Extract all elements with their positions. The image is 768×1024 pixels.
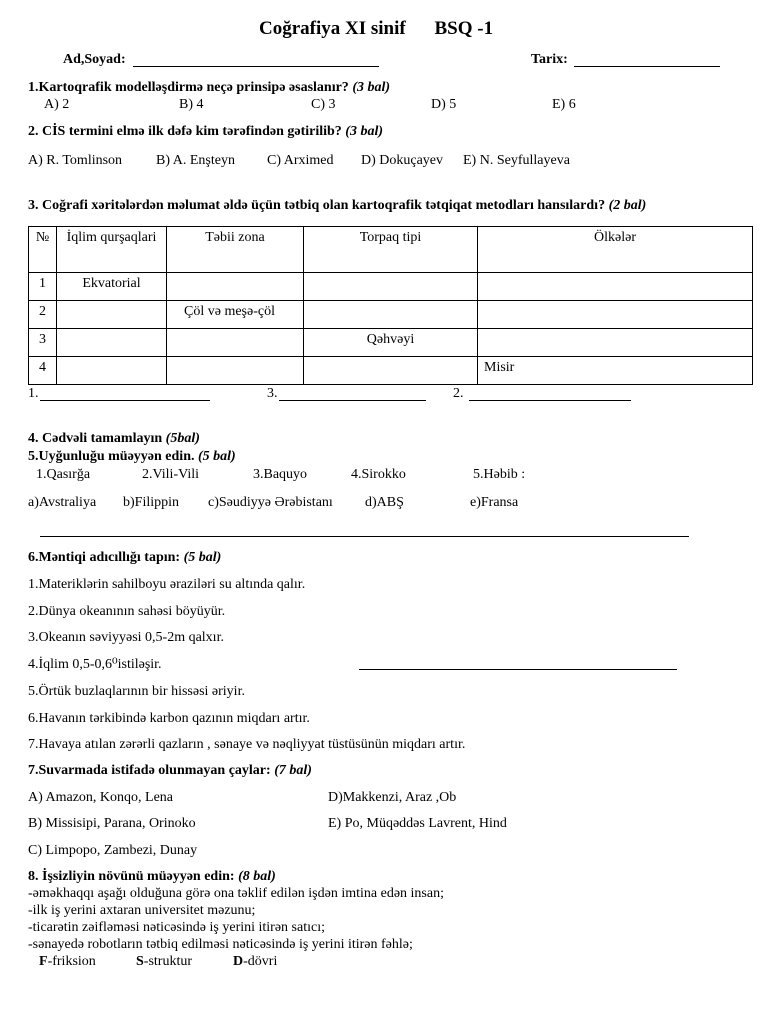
question-6-text: 6.Məntiqi adıcıllığı tapın: [28,550,181,565]
table-header-row [29,227,753,273]
q7-option-b[interactable]: B) Missisipi, Parana, Orinoko [28,816,196,831]
table-cell[interactable] [167,357,304,385]
table-cell: Ekvatorial [57,273,167,301]
q5-country-c: c)Səudiyyə Ərəbistanı [208,495,333,510]
q5-country-d: d)ABŞ [365,495,404,510]
q8-type-letter: D [233,954,244,969]
question-5-text: 5.Uyğunluğu müəyyən edin. [28,449,195,464]
q1-option-d[interactable]: D) 5 [431,97,457,112]
q8-type-letter: F [39,954,48,969]
question-6 [28,550,221,566]
table-cell: 1 [29,273,57,301]
q3-answer-3-label: 3. [267,386,278,401]
question-7-points: (7 bal) [274,763,312,778]
q3-answer-2-label: 2. [453,386,464,401]
question-1 [28,80,390,96]
q1-option-c[interactable]: C) 3 [311,97,336,112]
q2-option-e[interactable]: E) N. Seyfullayeva [463,153,570,168]
q2-option-d[interactable]: D) Dokuçayev [361,153,444,168]
table-header-countries: Ölkələr [478,227,753,273]
q3-answer-2-field[interactable] [469,400,631,401]
table-cell[interactable] [57,301,167,329]
table-cell: Qəhvəyi [304,329,478,357]
question-8 [28,869,276,885]
q8-type-label: -dövri [243,954,278,969]
table-cell: 4 [29,357,57,385]
table-cell: 2 [29,301,57,329]
title-code: BSQ -1 [434,18,494,39]
q8-type-dovri [233,954,277,970]
q5-item-5: 5.Həbib : [473,467,526,482]
q6-item-2: 2.Dünya okeanının sahəsi böyüyür. [28,604,226,619]
q5-country-b: b)Filippin [123,495,180,510]
q6-item-3: 3.Okeanın səviyyəsi 0,5-2m qalxır. [28,630,224,645]
q5-country-e: e)Fransa [470,495,519,510]
q1-option-a[interactable]: A) 2 [44,97,70,112]
table-header-zone: Təbii zona [167,227,304,273]
q5-item-4: 4.Sirokko [351,467,406,482]
table-row [29,329,753,357]
question-6-points: (5 bal) [183,550,222,565]
question-1-text: 1.Kartoqrafik modelləşdirmə neçə prinsipə əsaslanır? [28,80,349,95]
q2-option-a[interactable]: A) R. Tomlinson [28,153,123,168]
question-4 [28,431,200,447]
table-cell[interactable] [478,301,753,329]
q7-option-e[interactable]: E) Po, Müqəddəs Lavrent, Hind [328,816,507,831]
q1-option-b[interactable]: B) 4 [179,97,204,112]
question-1-points: (3 bal) [352,80,391,95]
question-2-text: 2. CİS termini elmə ilk dəfə kim tərəfindən gətirilib? [28,124,342,139]
q8-type-friksion [39,954,96,970]
q8-type-label: -struktur [143,954,193,969]
q3-table [28,226,753,385]
q1-option-e[interactable]: E) 6 [552,97,576,112]
question-3-text: 3. Coğrafi xəritələrdən məlumat əldə üçün tətbiq olan kartoqrafik tətqiqat metodları hansılardı? [28,198,606,213]
table-cell[interactable] [478,329,753,357]
q3-answer-3-field[interactable] [279,400,426,401]
date-field[interactable] [574,66,720,67]
question-2-points: (3 bal) [345,124,384,139]
date-label: Tarix: [531,52,568,67]
q6-item-4: 4.İqlim 0,5-0,6⁰istiləşir. [28,657,162,672]
table-cell: Çöl və meşə-çöl [167,301,304,329]
question-8-points: (8 bal) [238,869,276,884]
name-field[interactable] [133,66,379,67]
q5-item-3: 3.Baquyo [253,467,308,482]
table-cell[interactable] [57,357,167,385]
table-row [29,357,753,385]
q8-item-4: -sənayedə robotların tətbiq edilməsi nəticəsində iş yerini itirən fəhlə; [28,937,413,952]
q5-item-1: 1.Qasırğa [36,467,91,482]
question-3-points: (2 bal) [608,198,647,213]
q6-item-6: 6.Havanın tərkibində karbon qazının miqdarı artır. [28,711,310,726]
title-subject: Coğrafiya XI sinif [259,18,406,39]
table-row [29,273,753,301]
q7-option-a[interactable]: A) Amazon, Konqo, Lena [28,790,174,805]
table-cell[interactable] [167,273,304,301]
table-row [29,301,753,329]
question-7 [28,763,312,779]
q6-item-5: 5.Örtük buzlaqlarının bir hissəsi əriyir. [28,684,245,699]
question-5 [28,449,236,465]
question-2 [28,124,383,140]
q8-item-2: -ilk iş yerini axtaran universitet məzunu; [28,903,256,918]
q2-option-b[interactable]: B) A. Enşteyn [156,153,235,168]
table-cell[interactable] [167,329,304,357]
table-cell: Misir [478,357,753,385]
q7-option-c[interactable]: C) Limpopo, Zambezi, Dunay [28,843,198,858]
table-header-number: № [29,227,57,273]
q2-option-c[interactable]: C) Arximed [267,153,334,168]
q3-answer-1-label: 1. [28,386,39,401]
q6-item-7: 7.Havaya atılan zərərli qazların , sənaye və nəqliyyat tüstüsünün miqdarı artır. [28,737,466,752]
table-header-climate: İqlim qurşaqlari [57,227,167,273]
question-5-points: (5 bal) [197,449,236,464]
question-4-points: (5bal) [165,431,200,446]
table-cell[interactable] [304,273,478,301]
table-cell[interactable] [304,301,478,329]
q7-option-d[interactable]: D)Makkenzi, Araz ,Ob [328,790,457,805]
table-cell[interactable] [304,357,478,385]
q6-answer-field[interactable] [359,669,677,670]
table-cell[interactable] [57,329,167,357]
q8-item-1: -əməkhaqqı aşağı olduğuna görə ona təklif edilən işdən imtina edən insan; [28,886,444,901]
q8-type-label: -friksion [47,954,96,969]
q8-item-3: -ticarətin zəifləməsi nəticəsində iş yerini itirən satıcı; [28,920,325,935]
q8-type-letter: S [136,954,144,969]
question-3 [28,198,646,214]
q8-type-struktur [136,954,192,970]
q5-answer-field[interactable] [40,536,689,537]
q5-country-a: a)Avstraliya [28,495,97,510]
table-cell: 3 [29,329,57,357]
question-4-text: 4. Cədvəli tamamlayın [28,431,163,446]
table-cell[interactable] [478,273,753,301]
q6-item-1: 1.Materiklərin sahilboyu əraziləri su altında qalır. [28,577,306,592]
q5-item-2: 2.Vili-Vili [142,467,200,482]
page-title [259,18,493,40]
table-header-soil: Torpaq tipi [304,227,478,273]
q3-answer-1-field[interactable] [40,400,210,401]
name-label: Ad,Soyad: [63,52,126,67]
question-7-text: 7.Suvarmada istifadə olunmayan çaylar: [28,763,271,778]
question-8-text: 8. İşsizliyin növünü müəyyən edin: [28,869,235,884]
